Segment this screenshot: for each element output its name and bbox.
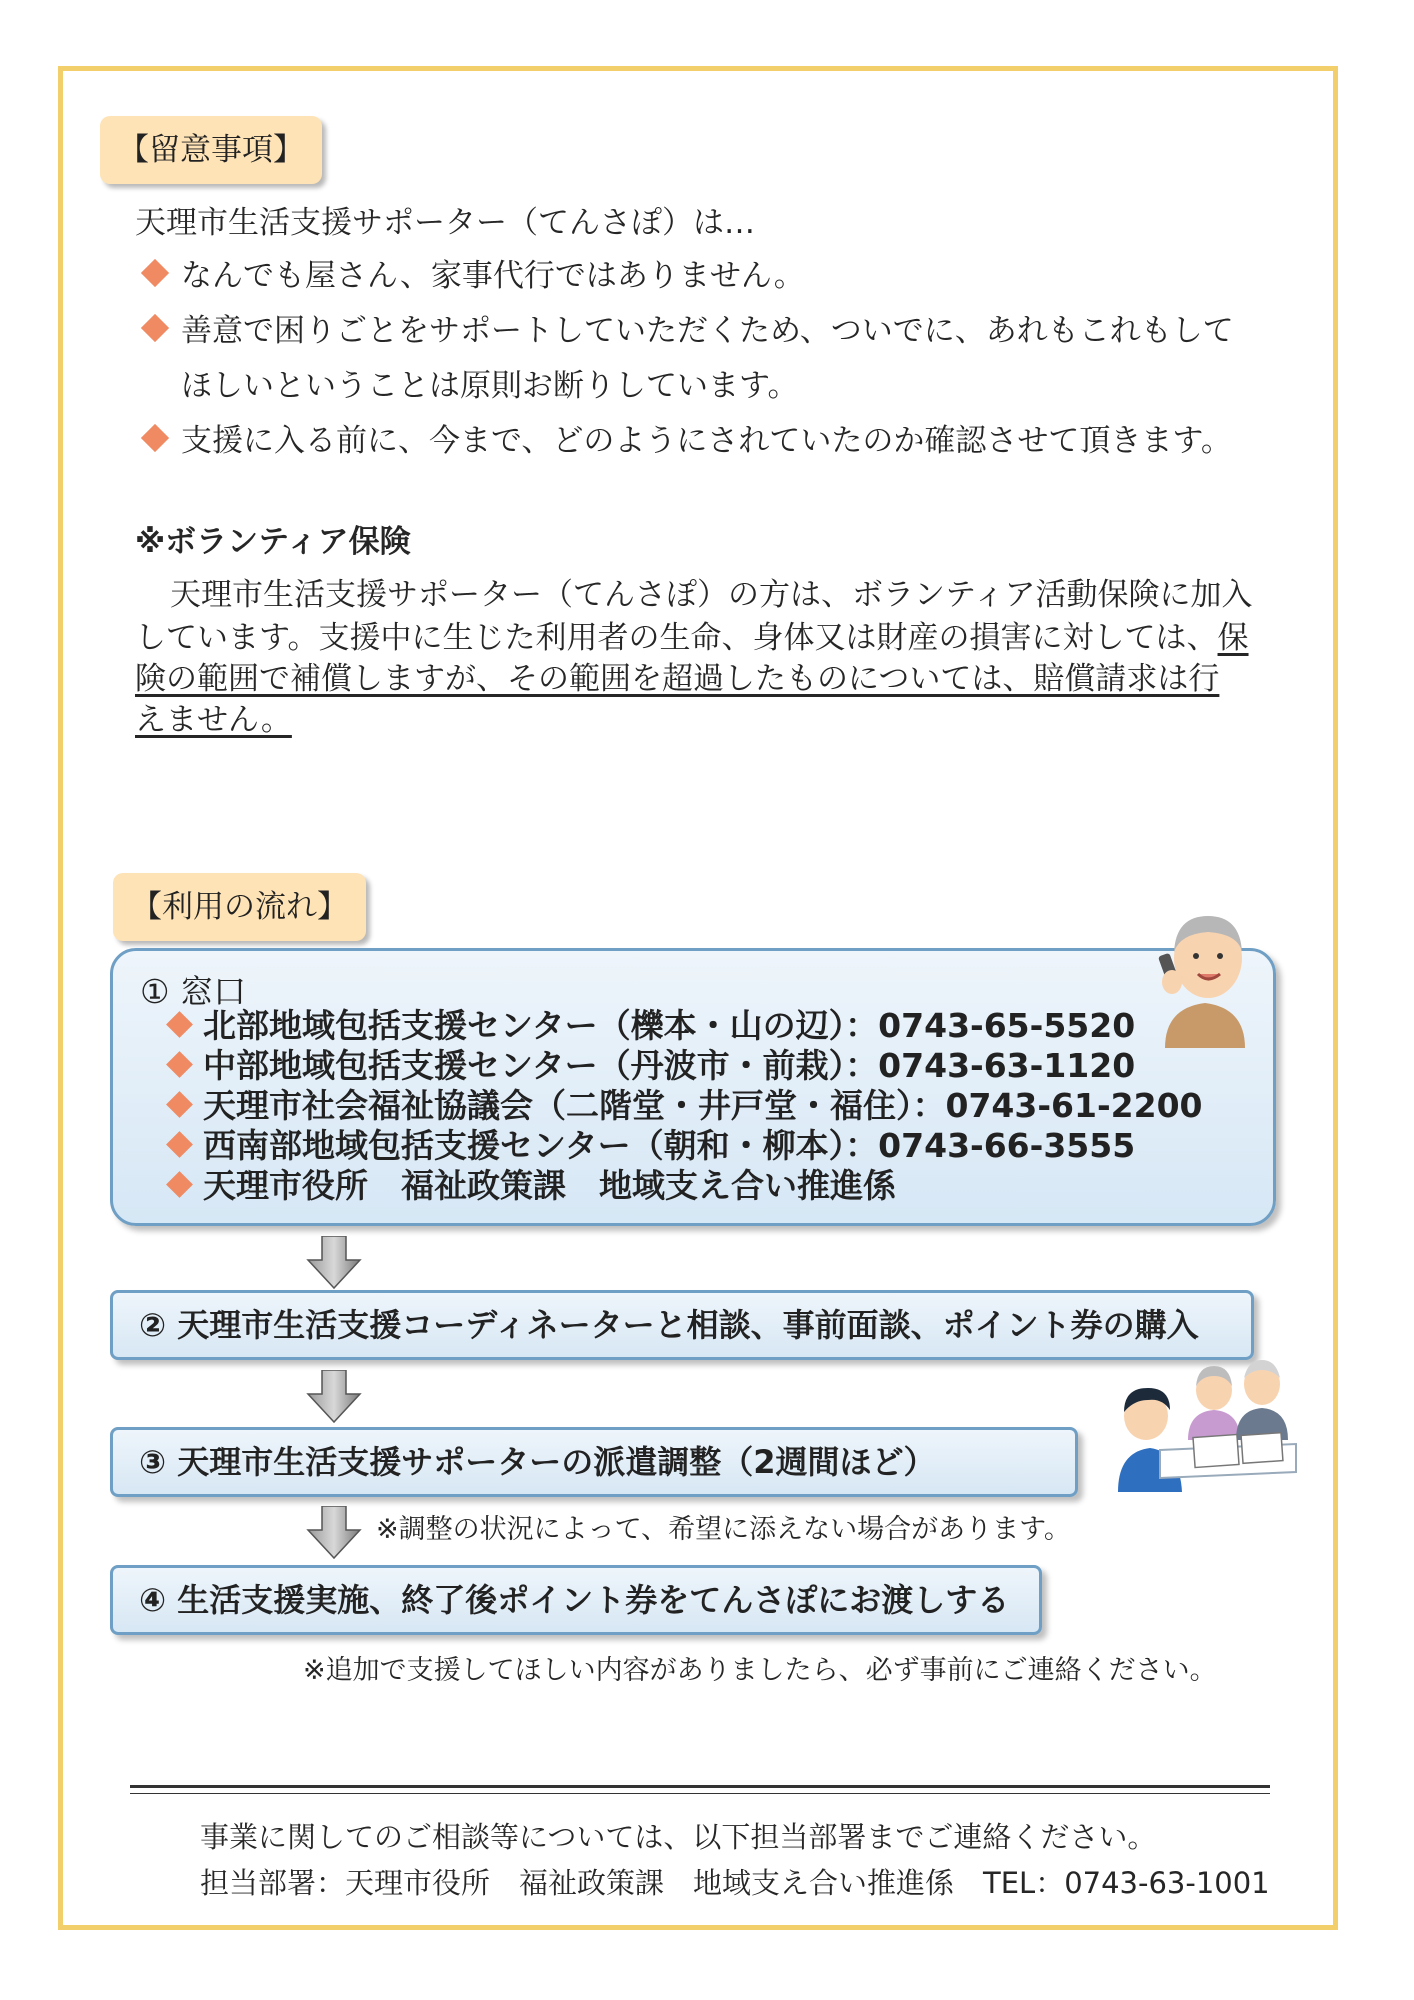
consultation-illustration bbox=[1110, 1340, 1300, 1492]
notes-heading: 【留意事項】 bbox=[118, 132, 304, 168]
contact-item: 天理市社会福祉協議会（二階堂・井戸堂・福住）：0743-61-2200 bbox=[170, 1086, 1203, 1126]
insurance-line-3: 険の範囲で補償しますが、その範囲を超過したものについては、賠償請求は行 bbox=[135, 661, 1220, 697]
insurance-line-1: 天理市生活支援サポーター（てんさぽ）の方は、ボランティア活動保険に加入 bbox=[170, 577, 1253, 613]
note-bullet-1: なんでも屋さん、家事代行ではありません。 bbox=[145, 256, 805, 296]
flow-heading-tag bbox=[113, 873, 366, 941]
flow-heading: 【利用の流れ】 bbox=[131, 889, 348, 925]
down-arrow-icon bbox=[306, 1506, 362, 1560]
step4-note: ※追加で支援してほしい内容がありましたら、必ず事前にご連絡ください。 bbox=[303, 1655, 1217, 1686]
diamond-bullet-icon bbox=[166, 1051, 193, 1078]
step2-box bbox=[110, 1290, 1254, 1360]
step4-text: ④ 生活支援実施、終了後ポイント券をてんさぽにお渡しする bbox=[139, 1581, 1010, 1619]
diamond-bullet-icon bbox=[166, 1011, 193, 1038]
footer-contact: 担当部署：天理市役所 福祉政策課 地域支え合い推進係 TEL：0743-63-1001 bbox=[200, 1866, 1270, 1900]
diamond-bullet-icon bbox=[141, 424, 169, 452]
down-arrow-icon bbox=[306, 1236, 362, 1290]
diamond-bullet-icon bbox=[166, 1131, 193, 1158]
notes-intro: 天理市生活支援サポーター（てんさぽ）は… bbox=[135, 205, 755, 241]
diamond-bullet-icon bbox=[166, 1091, 193, 1118]
footer-line-1: 事業に関してのご相談等については、以下担当部署までご連絡ください。 bbox=[200, 1820, 1157, 1854]
diamond-bullet-icon bbox=[141, 259, 169, 287]
notes-heading-tag bbox=[100, 116, 322, 184]
step2-text: ② 天理市生活支援コーディネーターと相談、事前面談、ポイント券の購入 bbox=[139, 1306, 1199, 1344]
step1-title: ① 窓口 bbox=[140, 972, 247, 1011]
step3-text: ③ 天理市生活支援サポーターの派遣調整（2週間ほど） bbox=[139, 1443, 936, 1481]
insurance-line-4: えません。 bbox=[135, 702, 292, 738]
step4-box bbox=[110, 1565, 1042, 1635]
footer-rule-thin bbox=[130, 1793, 1270, 1794]
diamond-bullet-icon bbox=[141, 314, 169, 342]
note-bullet-2-continued: ほしいということは原則お断りしています。 bbox=[181, 368, 799, 404]
diamond-bullet-icon bbox=[166, 1171, 193, 1198]
contact-item: 西南部地域包括支援センター（朝和・柳本）：0743-66-3555 bbox=[170, 1126, 1135, 1166]
contact-item: 北部地域包括支援センター（櫟本・山の辺）：0743-65-5520 bbox=[170, 1006, 1135, 1046]
step3-box bbox=[110, 1427, 1078, 1497]
phone-caller-illustration bbox=[1150, 908, 1260, 1048]
down-arrow-icon bbox=[306, 1370, 362, 1424]
contact-item: 天理市役所 福祉政策課 地域支え合い推進係 bbox=[170, 1166, 896, 1206]
insurance-line-2: しています。支援中に生じた利用者の生命、身体又は財産の損害に対しては、保 bbox=[135, 620, 1249, 656]
note-bullet-3: 支援に入る前に、今まで、どのようにされていたのか確認させて頂きます。 bbox=[145, 421, 1232, 461]
contact-item: 中部地域包括支援センター（丹波市・前栽）：0743-63-1120 bbox=[170, 1046, 1135, 1086]
insurance-heading: ※ボランティア保険 bbox=[135, 524, 411, 560]
note-bullet-2: 善意で困りごとをサポートしていただくため、ついでに、あれもこれもして bbox=[145, 311, 1234, 351]
step3-note: ※調整の状況によって、希望に添えない場合があります。 bbox=[376, 1514, 1071, 1545]
footer-rule bbox=[130, 1785, 1270, 1788]
